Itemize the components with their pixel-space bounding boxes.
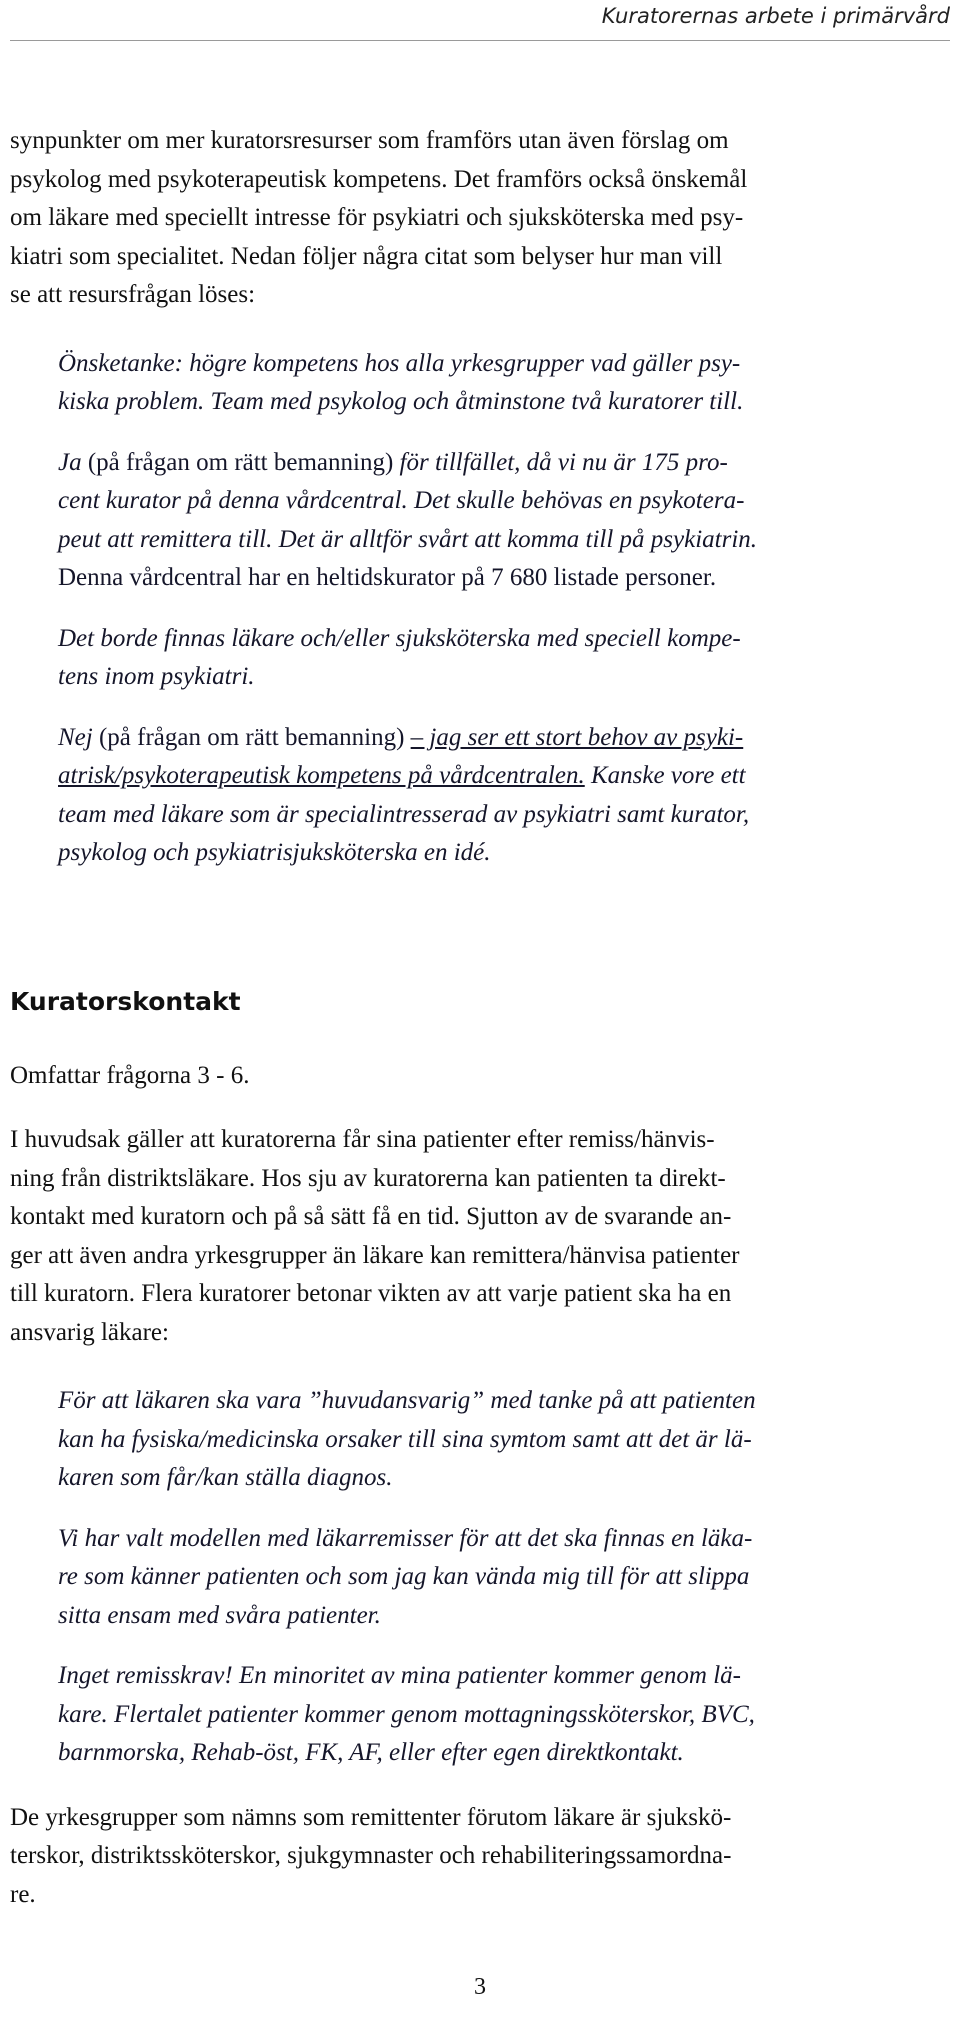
page-number: 3 [474, 1974, 486, 2000]
underlined-text: – jag ser ett stort behov av psyki- [410, 723, 744, 751]
text-line: sitta ensam med svåra patienter. [58, 1601, 381, 1629]
text-line: kiska problem. Team med psykolog och åtminstone två kuratorer till. [58, 388, 744, 415]
closing-paragraph [10, 1799, 950, 1915]
quote-block-referrals [58, 1382, 950, 1773]
intro-paragraph [10, 122, 950, 315]
text-line: ansvarig läkare: [10, 1318, 169, 1346]
quote-block-resources [58, 345, 950, 873]
text-line: karen som får/kan ställa diagnos. [58, 1464, 393, 1491]
text-line: synpunkter om mer kuratorsresurser som framförs utan även förslag om [10, 127, 729, 154]
text-line: Kanske vore ett [584, 762, 746, 789]
text-line: cent kurator på denna vårdcentral. Det skulle behövas en psykotera- [58, 487, 745, 514]
quote-wish [58, 345, 950, 422]
text-line: om läkare med speciellt intresse för psykiatri och sjuksköterska med psy- [10, 204, 744, 231]
text-line: re som känner patienten och som jag kan vända mig till för att slippa [58, 1563, 750, 1590]
text-line: Denna vårdcentral har en heltidskurator på 7 680 listade personer. [58, 564, 717, 591]
text-line: peut att remittera till. Det är alltför svårt att komma till på psykiatrin. [58, 525, 758, 553]
text-line: ger att även andra yrkesgrupper än läkare kan remittera/hänvisa patienter [10, 1241, 740, 1269]
text-line: till kuratorn. Flera kuratorer betonar vikten av att varje patient ska ha en [10, 1280, 732, 1307]
text-line: terskor, distriktssköterskor, sjukgymnaster och rehabiliteringssamordna- [10, 1842, 732, 1869]
section-heading: Kuratorskontakt [10, 986, 241, 1016]
text-line: För att läkaren ska vara ”huvudansvarig” med tanke på att patienten [58, 1387, 756, 1414]
text-line: kiatri som specialitet. Nedan följer några citat som belyser hur man vill [10, 242, 723, 270]
text-line: kan ha fysiska/medicinska orsaker till sina symtom samt att det är lä- [58, 1425, 752, 1453]
section-body [10, 1121, 950, 1352]
quote-nej [58, 719, 950, 873]
quote-referral-model [58, 1520, 950, 1636]
running-title: Kuratorernas arbete i primärvård [601, 4, 950, 28]
page-content [10, 122, 950, 1914]
text-line: tens inom psykiatri. [58, 663, 255, 690]
question-note: (på frågan om rätt bemanning) [92, 723, 411, 751]
text-line: kare. Flertalet patienter kommer genom mottagningssköterskor, BVC, [58, 1700, 755, 1728]
text-line: De yrkesgrupper som nämns som remittenter förutom läkare är sjukskö- [10, 1803, 732, 1831]
text-line: I huvudsak gäller att kuratorerna får sina patienter efter remiss/hänvis- [10, 1126, 715, 1153]
text-line: Vi har valt modellen med läkarremisser för att det ska finnas en läka- [58, 1524, 753, 1552]
quote-competence [58, 620, 950, 697]
text-line: kontakt med kuratorn och på så sätt få en tid. Sjutton av de svarande an- [10, 1203, 732, 1230]
text-line: Önsketanke: högre kompetens hos alla yrkesgrupper vad gäller psy- [58, 349, 741, 377]
quote-responsible-doctor [58, 1382, 950, 1498]
text-line: se att resursfrågan löses: [10, 281, 256, 308]
text-line: Inget remisskrav! En minoritet av mina patienter kommer genom lä- [58, 1662, 741, 1689]
text-line: Det borde finnas läkare och/eller sjuksköterska med speciell kompe- [58, 624, 741, 652]
question-note: (på frågan om rätt bemanning) [81, 448, 400, 476]
text-line: psykolog med psykoterapeutisk kompetens. Det framförs också önskemål [10, 165, 748, 193]
quote-ja [58, 444, 950, 598]
text-line: barnmorska, Rehab-öst, FK, AF, eller efter egen direktkontakt. [58, 1739, 684, 1766]
section-scope: Omfattar frågorna 3 - 6. [10, 1061, 250, 1089]
answer-nej: Nej [58, 723, 93, 751]
text-line: psykolog och psykiatrisjuksköterska en idé. [58, 839, 491, 866]
running-header [10, 0, 950, 41]
answer-ja: Ja [58, 448, 82, 476]
quote-no-referral [58, 1657, 950, 1773]
text-line: för tillfället, då vi nu är 175 pro- [399, 448, 728, 476]
underlined-text: atrisk/psykoterapeutisk kompetens på vårdcentralen. [58, 762, 585, 789]
text-line: team med läkare som är specialintresserad av psykiatri samt kurator, [58, 800, 750, 828]
text-line: re. [10, 1880, 36, 1908]
text-line: ning från distriktsläkare. Hos sju av kuratorerna kan patienten ta direkt- [10, 1164, 726, 1192]
